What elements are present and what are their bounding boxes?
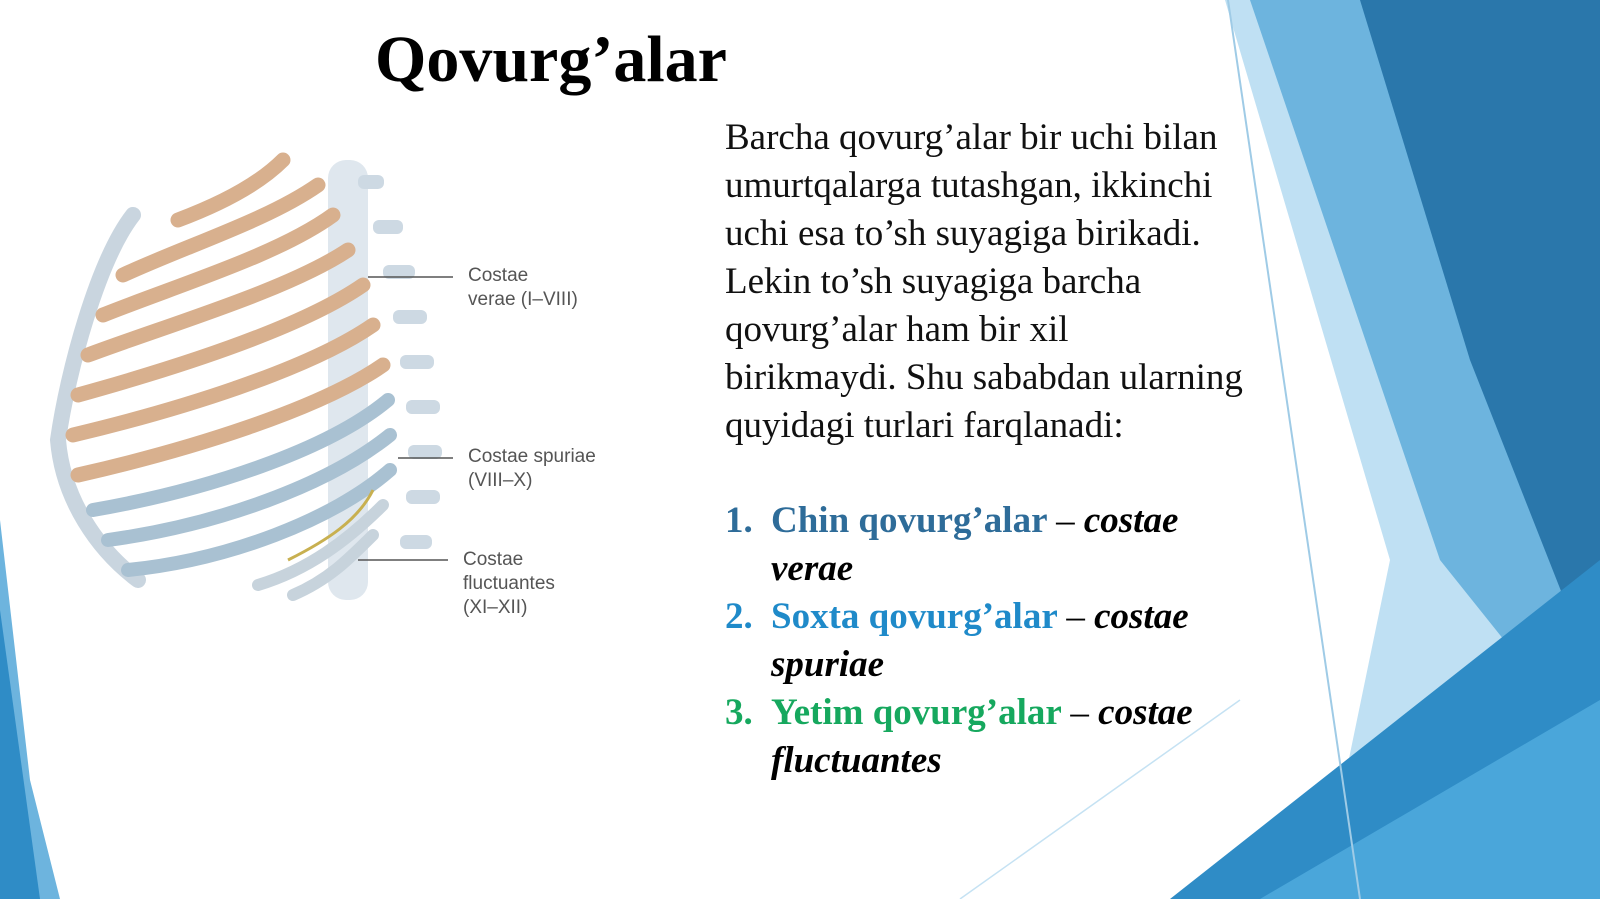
- list-number: 1.: [725, 500, 753, 541]
- label-costae-spuriae: Costae spuriae (VIII–X): [468, 446, 596, 491]
- list-number: 3.: [725, 692, 753, 733]
- list-dash: –: [1056, 500, 1075, 541]
- rib-cage-figure: [28, 140, 678, 660]
- list-number: 2.: [725, 596, 753, 637]
- label-costae-fluctuantes: Costae fluctuantes (XI–XII): [463, 549, 555, 618]
- latin-name: costae spuriae: [771, 596, 1189, 685]
- rib-type-item: [725, 593, 1245, 689]
- list-dash: –: [1070, 692, 1089, 733]
- rib-type-term: Chin qovurg’alar: [771, 500, 1047, 541]
- rib-cage-illustration: [28, 140, 678, 660]
- list-dash: –: [1066, 596, 1085, 637]
- rib-types-list: [725, 497, 1245, 785]
- slide-title: Qovurg’alar: [375, 23, 727, 96]
- intro-paragraph: Barcha qovurg’alar bir uchi bilan umurtqalarga tutashgan, ikkinchi uchi esa to’sh suyagiga birikadi. Lekin to’sh suyagiga barcha qovurg’alar ham bir xil birikmaydi. Shu sababdan ularning quyidagi turlari farqlanadi:: [725, 117, 1243, 446]
- latin-name: costae verae: [771, 500, 1179, 589]
- rib-type-item: [725, 689, 1245, 785]
- rib-type-item: [725, 497, 1245, 593]
- rib-type-term: Yetim qovurg’alar: [771, 692, 1062, 733]
- body-text: [725, 114, 1245, 450]
- label-costae-verae: Costae verae (I–VIII): [468, 265, 578, 310]
- latin-name: costae fluctuantes: [771, 692, 1193, 781]
- rib-type-term: Soxta qovurg’alar: [771, 596, 1058, 637]
